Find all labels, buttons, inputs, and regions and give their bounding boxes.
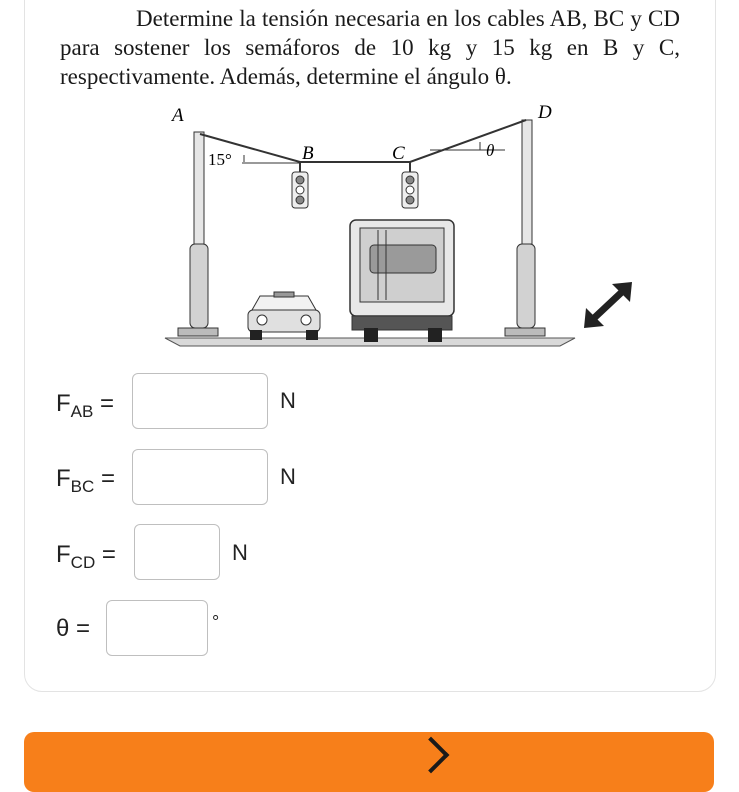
problem-text: Determine la tensión necesaria en los cables AB, BC y CD para sostener los semáforos de 10 kg y 15 kg en B y C, respectivamente. Además, determine el ángulo θ. (60, 6, 680, 89)
traffic-light-b (292, 162, 308, 208)
car-illustration (248, 292, 320, 340)
fcd-unit: N (232, 540, 248, 565)
traffic-light-c (402, 162, 418, 208)
fcd-input[interactable] (134, 524, 220, 580)
truck-illustration (350, 220, 454, 342)
label-b: B (302, 143, 314, 164)
fab-label: $F_{AB}$ = (56, 390, 115, 421)
fcd-label: $F_{CD}$ = (56, 541, 116, 572)
label-c: C (392, 143, 405, 164)
chevron-right-icon (413, 737, 450, 774)
theta-label: θ = (56, 615, 91, 642)
fab-input[interactable] (132, 373, 268, 429)
theta-unit: ° (212, 612, 220, 632)
problem-statement (60, 4, 680, 91)
fbc-label: $F_{BC}$ = (56, 465, 115, 496)
label-a: A (172, 105, 184, 126)
label-d: D (538, 102, 552, 123)
fbc-unit: N (280, 464, 296, 489)
fab-unit: N (280, 388, 296, 413)
angle-ab-label: 15° (208, 150, 232, 169)
submit-button[interactable] (24, 732, 714, 792)
angle-cd-label: θ (486, 141, 495, 160)
fbc-input[interactable] (132, 449, 268, 505)
expand-arrows-icon[interactable] (582, 280, 634, 330)
theta-input[interactable] (106, 600, 208, 656)
traffic-light-figure (160, 100, 580, 350)
